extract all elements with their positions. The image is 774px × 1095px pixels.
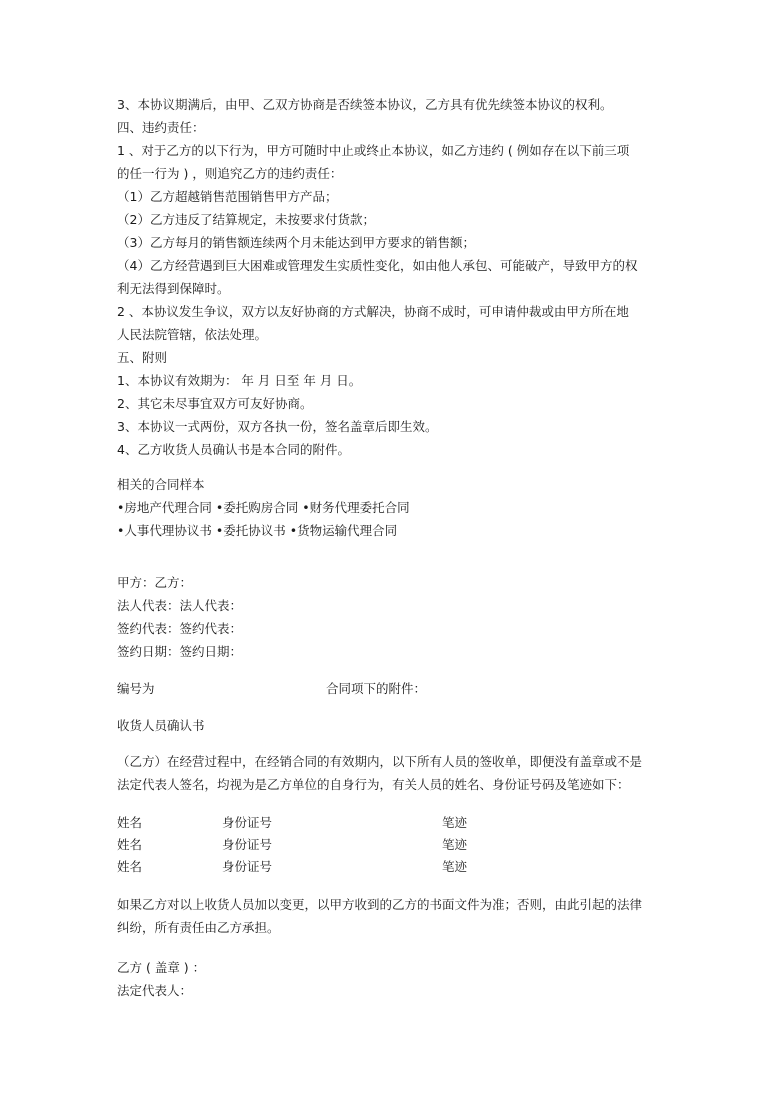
breach-clause-2-line-1: 2 、本协议发生争议，双方以友好协商的方式解决，协商不成时，可申请仲裁或由甲方所在地 xyxy=(117,304,629,319)
signing-dates: 签约日期：签约日期： xyxy=(117,644,243,659)
related-samples-row-1: •房地产代理合同 •委托购房合同 •财务代理委托合同 xyxy=(117,500,410,515)
signing-representatives: 签约代表：签约代表： xyxy=(117,621,243,636)
related-samples-row-2: •人事代理协议书 •委托协议书 •货物运输代理合同 xyxy=(117,523,398,538)
breach-item-2: （2）乙方违反了结算规定，未按要求付货款； xyxy=(117,212,375,227)
appendix-item-2: 2、其它未尽事宜双方可友好协商。 xyxy=(117,396,313,411)
related-samples-heading: 相关的合同样本 xyxy=(117,477,205,492)
party-b-seal: 乙方 ( 盖章 ) ： xyxy=(117,960,206,975)
legal-representative-signature: 法定代表人： xyxy=(117,983,193,998)
breach-clause-1-line-2: 的任一行为 ) ，则追究乙方的违约责任： xyxy=(117,166,343,181)
breach-clause-2-line-2: 人民法院管辖，依法处理。 xyxy=(117,327,268,342)
table-cell-sign: 笔迹 xyxy=(442,837,468,852)
breach-clause-1-line-1: 1 、对于乙方的以下行为，甲方可随时中止或终止本协议，如乙方违约 ( 例如存在以下前三项 xyxy=(117,143,630,158)
confirmation-title: 收货人员确认书 xyxy=(117,718,205,733)
party-a-b: 甲方：乙方： xyxy=(117,575,193,590)
table-cell-name: 姓名 xyxy=(117,837,143,852)
appendix-item-4: 4、乙方收货人员确认书是本合同的附件。 xyxy=(117,442,350,457)
table-cell-sign: 笔迹 xyxy=(442,815,468,830)
section-appendix-heading: 五、附则 xyxy=(117,350,168,365)
change-notice-line-2: 纠纷，所有责任由乙方承担。 xyxy=(117,920,280,935)
table-cell-name: 姓名 xyxy=(117,815,143,830)
table-cell-id: 身份证号 xyxy=(222,815,273,830)
breach-item-4-line-1: （4）乙方经营遇到巨大困难或管理发生实质性变化，如由他人承包、可能破产，导致甲方的权 xyxy=(117,258,638,273)
change-notice-line-1: 如果乙方对以上收货人员加以变更，以甲方收到的乙方的书面文件为准；否则，由此引起的法律 xyxy=(117,897,643,912)
breach-item-3: （3）乙方每月的销售额连续两个月未能达到甲方要求的销售额； xyxy=(117,235,475,250)
table-cell-name: 姓名 xyxy=(117,859,143,874)
clause-3-renewal: 3、本协议期满后，由甲、乙双方协商是否续签本协议，乙方具有优先续签本协议的权利。 xyxy=(117,97,613,112)
number-label: 编号为 xyxy=(117,681,155,696)
appendix-item-3: 3、本协议一式两份，双方各执一份，签名盖章后即生效。 xyxy=(117,419,438,434)
breach-item-1: （1）乙方超越销售范围销售甲方产品； xyxy=(117,189,338,204)
section-breach-heading: 四、违约责任： xyxy=(117,120,205,135)
table-cell-id: 身份证号 xyxy=(222,859,273,874)
attachment-label: 合同项下的附件： xyxy=(326,681,427,696)
table-cell-sign: 笔迹 xyxy=(442,859,468,874)
breach-item-4-line-2: 利无法得到保障时。 xyxy=(117,281,230,296)
table-cell-id: 身份证号 xyxy=(222,837,273,852)
legal-representatives: 法人代表：法人代表： xyxy=(117,598,243,613)
appendix-item-1-validity: 1、本协议有效期为： 年 月 日至 年 月 日。 xyxy=(117,373,362,388)
confirmation-body-line-2: 法定代表人签名，均视为是乙方单位的自身行为，有关人员的姓名、身份证号码及笔迹如下： xyxy=(117,777,630,792)
confirmation-body-line-1: （乙方）在经营过程中，在经销合同的有效期内，以下所有人员的签收单，即便没有盖章或不是 xyxy=(117,754,643,769)
